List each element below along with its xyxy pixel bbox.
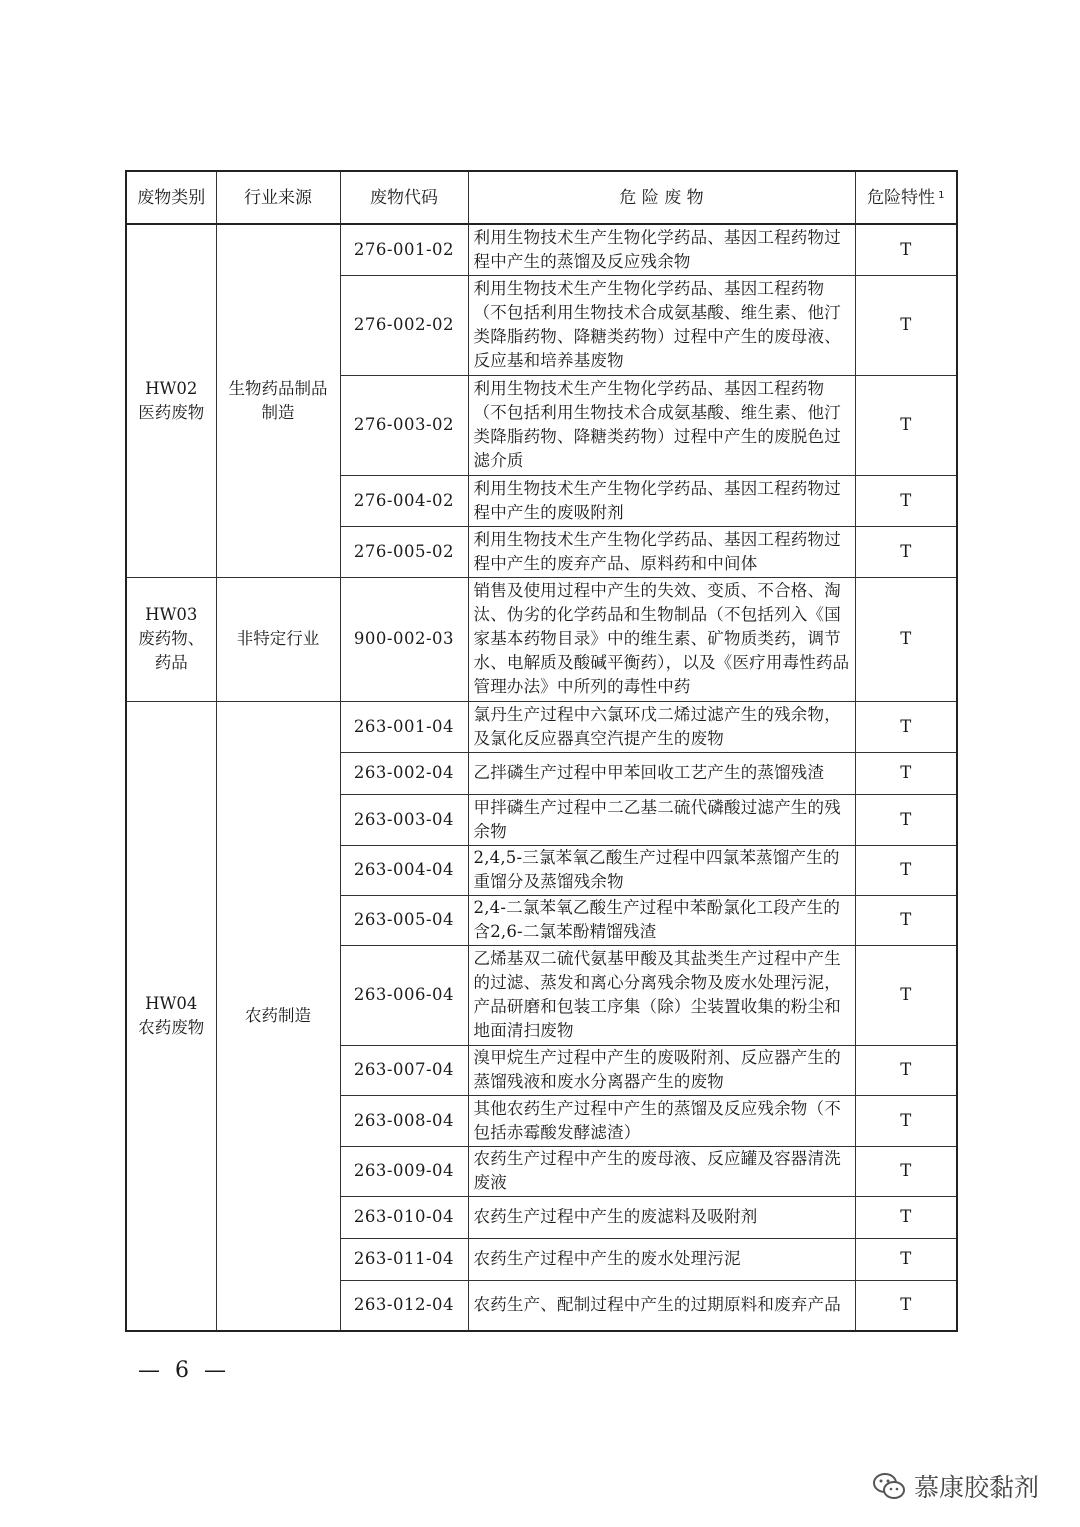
industry-source-cell: 农药制造 (216, 701, 340, 1331)
waste-description-cell: 利用生物技术生产生物化学药品、基因工程药物过程中产生的废弃产品、原料药和中间体 (468, 526, 855, 577)
hazard-property-cell: T (855, 752, 957, 794)
hazard-property-cell: T (855, 375, 957, 475)
hazard-property-cell: T (855, 945, 957, 1045)
waste-description-cell: 利用生物技术生产生物化学药品、基因工程药物（不包括利用生物技术合成氨基酸、维生素、他汀类降脂药物、降糖类药物）过程中产生的废母液、反应基和培养基废物 (468, 275, 855, 375)
hazard-property-cell: T (855, 1045, 957, 1095)
watermark-text: 慕康胶黏剂 (914, 1473, 1040, 1502)
watermark (872, 1466, 1039, 1506)
waste-category-cell: HW04 农药废物 (126, 701, 216, 1331)
hazard-property-cell: T (855, 1280, 957, 1331)
waste-description-cell: 利用生物技术生产生物化学药品、基因工程药物（不包括利用生物技术合成氨基酸、维生素、他汀类降脂药物、降糖类药物）过程中产生的废脱色过滤介质 (468, 375, 855, 475)
table-row (126, 701, 957, 752)
waste-code-cell: 263-008-04 (340, 1095, 468, 1146)
hazard-property-cell: T (855, 794, 957, 845)
waste-description-cell: 利用生物技术生产生物化学药品、基因工程药物过程中产生的蒸馏及反应残余物 (468, 224, 855, 275)
waste-description-cell: 溴甲烷生产过程中产生的废吸附剂、反应器产生的蒸馏残液和废水分离器产生的废物 (468, 1045, 855, 1095)
header-hazard-label: 危险特性 (867, 187, 936, 208)
waste-code-cell: 276-004-02 (340, 475, 468, 526)
waste-code-cell: 263-010-04 (340, 1196, 468, 1238)
waste-description-cell: 甲拌磷生产过程中二乙基二硫代磷酸过滤产生的残余物 (468, 794, 855, 845)
header-waste: 危 险 废 物 (468, 171, 855, 224)
table-row (126, 577, 957, 701)
waste-description-cell: 氯丹生产过程中六氯环戊二烯过滤产生的残余物，及氯化反应器真空汽提产生的废物 (468, 701, 855, 752)
header-hazard-footnote: 1 (938, 189, 945, 201)
waste-code-cell: 263-009-04 (340, 1146, 468, 1196)
waste-code-cell: 900-002-03 (340, 577, 468, 701)
waste-code-cell: 263-007-04 (340, 1045, 468, 1095)
waste-code-cell: 263-005-04 (340, 895, 468, 945)
industry-source-cell: 生物药品制品 制造 (216, 224, 340, 577)
waste-code-cell: 276-003-02 (340, 375, 468, 475)
waste-code-cell: 276-001-02 (340, 224, 468, 275)
hazard-property-cell: T (855, 895, 957, 945)
hazard-property-cell: T (855, 1146, 957, 1196)
hazard-property-cell: T (855, 1095, 957, 1146)
waste-description-cell: 乙拌磷生产过程中甲苯回收工艺产生的蒸馏残渣 (468, 752, 855, 794)
header-industry: 行业来源 (216, 171, 340, 224)
waste-category-cell: HW02 医药废物 (126, 224, 216, 577)
hazard-property-cell: T (855, 577, 957, 701)
table-header-row (126, 171, 957, 224)
page-number: — 6 — (138, 1358, 230, 1383)
table-row (126, 224, 957, 275)
waste-description-cell: 2,4-二氯苯氧乙酸生产过程中苯酚氯化工段产生的含2,6-二氯苯酚精馏残渣 (468, 895, 855, 945)
waste-code-cell: 263-003-04 (340, 794, 468, 845)
waste-description-cell: 农药生产、配制过程中产生的过期原料和废弃产品 (468, 1280, 855, 1331)
hazard-property-cell: T (855, 701, 957, 752)
waste-code-cell: 276-005-02 (340, 526, 468, 577)
hazardous-waste-table (125, 170, 958, 1332)
waste-description-cell: 乙烯基双二硫代氨基甲酸及其盐类生产过程中产生的过滤、蒸发和离心分离残余物及废水处理污泥，产品研磨和包装工序集（除）尘装置收集的粉尘和地面清扫废物 (468, 945, 855, 1045)
waste-code-cell: 263-001-04 (340, 701, 468, 752)
waste-code-cell: 263-006-04 (340, 945, 468, 1045)
waste-description-cell: 农药生产过程中产生的废母液、反应罐及容器清洗废液 (468, 1146, 855, 1196)
waste-code-cell: 263-012-04 (340, 1280, 468, 1331)
waste-description-cell: 利用生物技术生产生物化学药品、基因工程药物过程中产生的废吸附剂 (468, 475, 855, 526)
hazard-property-cell: T (855, 275, 957, 375)
waste-description-cell: 其他农药生产过程中产生的蒸馏及反应残余物（不包括赤霉酸发酵滤渣） (468, 1095, 855, 1146)
hazard-property-cell: T (855, 526, 957, 577)
waste-category-cell: HW03 废药物、 药品 (126, 577, 216, 701)
header-code: 废物代码 (340, 171, 468, 224)
hazard-property-cell: T (855, 224, 957, 275)
hazard-property-cell: T (855, 1196, 957, 1238)
waste-description-cell: 2,4,5-三氯苯氧乙酸生产过程中四氯苯蒸馏产生的重馏分及蒸馏残余物 (468, 845, 855, 895)
waste-description-cell: 农药生产过程中产生的废滤料及吸附剂 (468, 1196, 855, 1238)
hazard-property-cell: T (855, 475, 957, 526)
wechat-icon (872, 1471, 906, 1501)
hazard-property-cell: T (855, 1238, 957, 1280)
table-body (126, 224, 957, 1331)
header-hazard (855, 171, 957, 224)
waste-code-cell: 263-004-04 (340, 845, 468, 895)
header-category: 废物类别 (126, 171, 216, 224)
hazard-property-cell: T (855, 845, 957, 895)
waste-code-cell: 263-002-04 (340, 752, 468, 794)
waste-description-cell: 农药生产过程中产生的废水处理污泥 (468, 1238, 855, 1280)
industry-source-cell: 非特定行业 (216, 577, 340, 701)
waste-code-cell: 263-011-04 (340, 1238, 468, 1280)
waste-description-cell: 销售及使用过程中产生的失效、变质、不合格、淘汰、伪劣的化学药品和生物制品（不包括列入《国家基本药物目录》中的维生素、矿物质类药，调节水、电解质及酸碱平衡药），以及《医疗用毒性药品管理办法》中所列的毒性中药 (468, 577, 855, 701)
waste-code-cell: 276-002-02 (340, 275, 468, 375)
